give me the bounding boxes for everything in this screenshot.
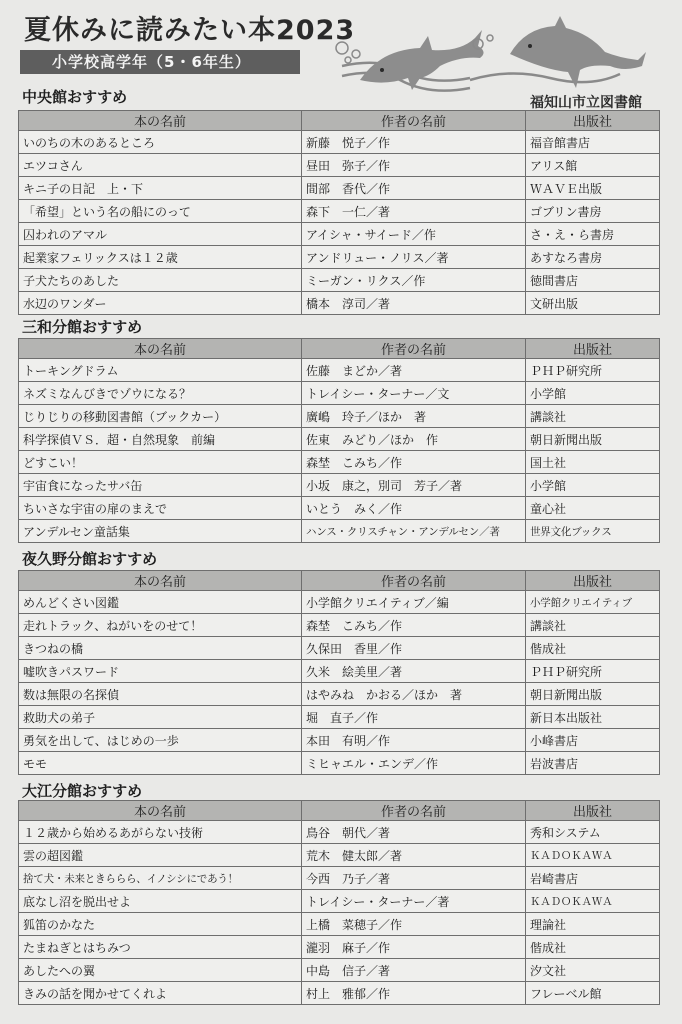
book-publisher: 岩崎書店: [526, 867, 660, 890]
book-author: 新藤 悦子／作: [302, 131, 526, 154]
book-publisher: 偕成社: [526, 637, 660, 660]
book-title: アンデルセン童話集: [19, 520, 302, 543]
table-row: [19, 821, 660, 844]
column-header-title: 本の名前: [19, 571, 302, 591]
book-title: 底なし沼を脱出せよ: [19, 890, 302, 913]
table-row: [19, 382, 660, 405]
table-row: [19, 451, 660, 474]
book-title: めんどくさい図鑑: [19, 591, 302, 614]
book-author: 久米 絵美里／著: [302, 660, 526, 683]
book-author: 中島 信子／著: [302, 959, 526, 982]
book-table-oe: [18, 800, 660, 1005]
dolphin-right-icon: [510, 16, 646, 88]
book-publisher: ＰＨＰ研究所: [526, 660, 660, 683]
table-row: [19, 200, 660, 223]
book-title: トーキングドラム: [19, 359, 302, 382]
table-row: [19, 359, 660, 382]
book-publisher: ＷＡＶＥ出版: [526, 177, 660, 200]
book-publisher: あすなろ書房: [526, 246, 660, 269]
book-publisher: 講談社: [526, 614, 660, 637]
table-row: [19, 867, 660, 890]
book-title: どすこい！: [19, 451, 302, 474]
book-title: 科学探偵ＶＳ．超・自然現象 前編: [19, 428, 302, 451]
book-author: 昼田 弥子／作: [302, 154, 526, 177]
table-row: [19, 637, 660, 660]
table-row: [19, 520, 660, 543]
book-title: キニ子の日記 上・下: [19, 177, 302, 200]
book-author: アイシャ・サイード／作: [302, 223, 526, 246]
book-publisher: ＰＨＰ研究所: [526, 359, 660, 382]
book-author: 小坂 康之，別司 芳子／著: [302, 474, 526, 497]
table-row: [19, 474, 660, 497]
table-row: [19, 405, 660, 428]
book-author: トレイシー・ターナー／文: [302, 382, 526, 405]
book-publisher: 岩波書店: [526, 752, 660, 775]
book-publisher: 徳間書店: [526, 269, 660, 292]
book-title: 狐笛のかなた: [19, 913, 302, 936]
book-publisher: 世界文化ブックス: [526, 520, 660, 543]
book-title: 嘘吹きパスワード: [19, 660, 302, 683]
section-title-yakuno: 夜久野分館おすすめ: [22, 550, 158, 568]
column-header-title: 本の名前: [19, 801, 302, 821]
table-row: [19, 706, 660, 729]
book-title: 勇気を出して、はじめの一歩: [19, 729, 302, 752]
book-publisher: 小学館クリエイティブ: [526, 591, 660, 614]
column-header-author: 作者の名前: [302, 111, 526, 131]
book-author: 上橋 菜穂子／作: [302, 913, 526, 936]
column-header-publisher: 出版社: [526, 339, 660, 359]
book-author: 森埜 こみち／作: [302, 451, 526, 474]
book-title: 水辺のワンダー: [19, 292, 302, 315]
table-row: [19, 844, 660, 867]
book-author: 森埜 こみち／作: [302, 614, 526, 637]
book-title: じりじりの移動図書館（ブックカー）: [19, 405, 302, 428]
table-row: [19, 982, 660, 1005]
column-header-author: 作者の名前: [302, 571, 526, 591]
column-header-author: 作者の名前: [302, 339, 526, 359]
book-table-miwa: [18, 338, 660, 543]
table-row: [19, 591, 660, 614]
book-publisher: 朝日新聞出版: [526, 683, 660, 706]
table-row: [19, 913, 660, 936]
book-author: トレイシー・ターナー／著: [302, 890, 526, 913]
book-title: 救助犬の弟子: [19, 706, 302, 729]
book-author: 橋本 淳司／著: [302, 292, 526, 315]
book-author: 村上 雅郁／作: [302, 982, 526, 1005]
table-row: [19, 497, 660, 520]
table-row: [19, 131, 660, 154]
book-table-chuo: [18, 110, 660, 315]
book-title: きみの話を聞かせてくれよ: [19, 982, 302, 1005]
book-author: 今西 乃子／著: [302, 867, 526, 890]
book-title: 雲の超図鑑: [19, 844, 302, 867]
book-title: 「希望」という名の船にのって: [19, 200, 302, 223]
book-author: 堀 直子／作: [302, 706, 526, 729]
dolphin-left-icon: [360, 30, 484, 90]
book-publisher: 国土社: [526, 451, 660, 474]
table-row: [19, 614, 660, 637]
book-author: アンドリュー・ノリス／著: [302, 246, 526, 269]
book-title: ネズミなんびきでゾウになる？: [19, 382, 302, 405]
grade-badge: 小学校高学年（5・6年生）: [20, 50, 300, 74]
book-author: 佐藤 まどか／著: [302, 359, 526, 382]
book-title: たまねぎとはちみつ: [19, 936, 302, 959]
book-publisher: さ・え・ら書房: [526, 223, 660, 246]
book-publisher: 小学館: [526, 382, 660, 405]
book-title: 起業家フェリックスは１２歳: [19, 246, 302, 269]
book-publisher: 小峰書店: [526, 729, 660, 752]
table-row: [19, 959, 660, 982]
table-row: [19, 428, 660, 451]
table-row: [19, 660, 660, 683]
book-author: 森下 一仁／著: [302, 200, 526, 223]
book-author: 瀧羽 麻子／作: [302, 936, 526, 959]
book-title: モモ: [19, 752, 302, 775]
book-title: きつねの橋: [19, 637, 302, 660]
book-title: あしたへの翼: [19, 959, 302, 982]
book-publisher: フレーベル館: [526, 982, 660, 1005]
table-row: [19, 154, 660, 177]
book-author: 佐東 みどり／ほか 作: [302, 428, 526, 451]
book-publisher: 童心社: [526, 497, 660, 520]
book-title: 子犬たちのあした: [19, 269, 302, 292]
book-author: はやみね かおる／ほか 著: [302, 683, 526, 706]
book-publisher: 小学館: [526, 474, 660, 497]
table-row: [19, 752, 660, 775]
book-title: 数は無限の名探偵: [19, 683, 302, 706]
section-title-chuo: 中央館おすすめ: [22, 88, 128, 106]
table-row: [19, 269, 660, 292]
table-row: [19, 683, 660, 706]
table-row: [19, 890, 660, 913]
table-row: [19, 936, 660, 959]
book-author: ハンス・クリスチャン・アンデルセン／著: [302, 520, 526, 543]
book-table-yakuno: [18, 570, 660, 775]
book-publisher: アリス館: [526, 154, 660, 177]
column-header-title: 本の名前: [19, 339, 302, 359]
book-author: ミーガン・リクス／作: [302, 269, 526, 292]
book-publisher: 福音館書店: [526, 131, 660, 154]
book-title: 捨て犬・未来ときららら、イノシシにであう！: [19, 867, 302, 890]
table-row: [19, 246, 660, 269]
book-author: 本田 有明／作: [302, 729, 526, 752]
book-title: エツコさん: [19, 154, 302, 177]
library-name: 福知山市立図書館: [530, 95, 642, 111]
book-title: 宇宙食になったサバ缶: [19, 474, 302, 497]
section-title-oe: 大江分館おすすめ: [22, 782, 143, 800]
book-title: いのちの木のあるところ: [19, 131, 302, 154]
book-author: 久保田 香里／作: [302, 637, 526, 660]
table-row: [19, 223, 660, 246]
book-author: 鳥谷 朝代／著: [302, 821, 526, 844]
book-publisher: 朝日新聞出版: [526, 428, 660, 451]
page-title: 夏休みに読みたい本2023: [24, 15, 356, 46]
book-author: ミヒャエル・エンデ／作: [302, 752, 526, 775]
book-publisher: 講談社: [526, 405, 660, 428]
table-row: [19, 177, 660, 200]
column-header-title: 本の名前: [19, 111, 302, 131]
book-title: 囚われのアマル: [19, 223, 302, 246]
book-author: 廣嶋 玲子／ほか 著: [302, 405, 526, 428]
book-title: ちいさな宇宙の扉のまえで: [19, 497, 302, 520]
book-publisher: 汐文社: [526, 959, 660, 982]
table-row: [19, 729, 660, 752]
book-title: １２歳から始めるあがらない技術: [19, 821, 302, 844]
book-publisher: 秀和システム: [526, 821, 660, 844]
column-header-author: 作者の名前: [302, 801, 526, 821]
table-row: [19, 292, 660, 315]
book-publisher: ＫＡＤＯＫＡＷＡ: [526, 890, 660, 913]
book-author: いとう みく／作: [302, 497, 526, 520]
column-header-publisher: 出版社: [526, 111, 660, 131]
book-publisher: 理論社: [526, 913, 660, 936]
book-title: 走れトラック、ねがいをのせて！: [19, 614, 302, 637]
book-publisher: 文研出版: [526, 292, 660, 315]
column-header-publisher: 出版社: [526, 571, 660, 591]
book-publisher: ゴブリン書房: [526, 200, 660, 223]
book-publisher: 偕成社: [526, 936, 660, 959]
book-publisher: 新日本出版社: [526, 706, 660, 729]
book-author: 小学館クリエイティブ／編: [302, 591, 526, 614]
section-title-miwa: 三和分館おすすめ: [22, 318, 143, 336]
book-author: 荒木 健太郎／著: [302, 844, 526, 867]
column-header-publisher: 出版社: [526, 801, 660, 821]
book-publisher: ＫＡＤＯＫＡＷＡ: [526, 844, 660, 867]
book-author: 間部 香代／作: [302, 177, 526, 200]
